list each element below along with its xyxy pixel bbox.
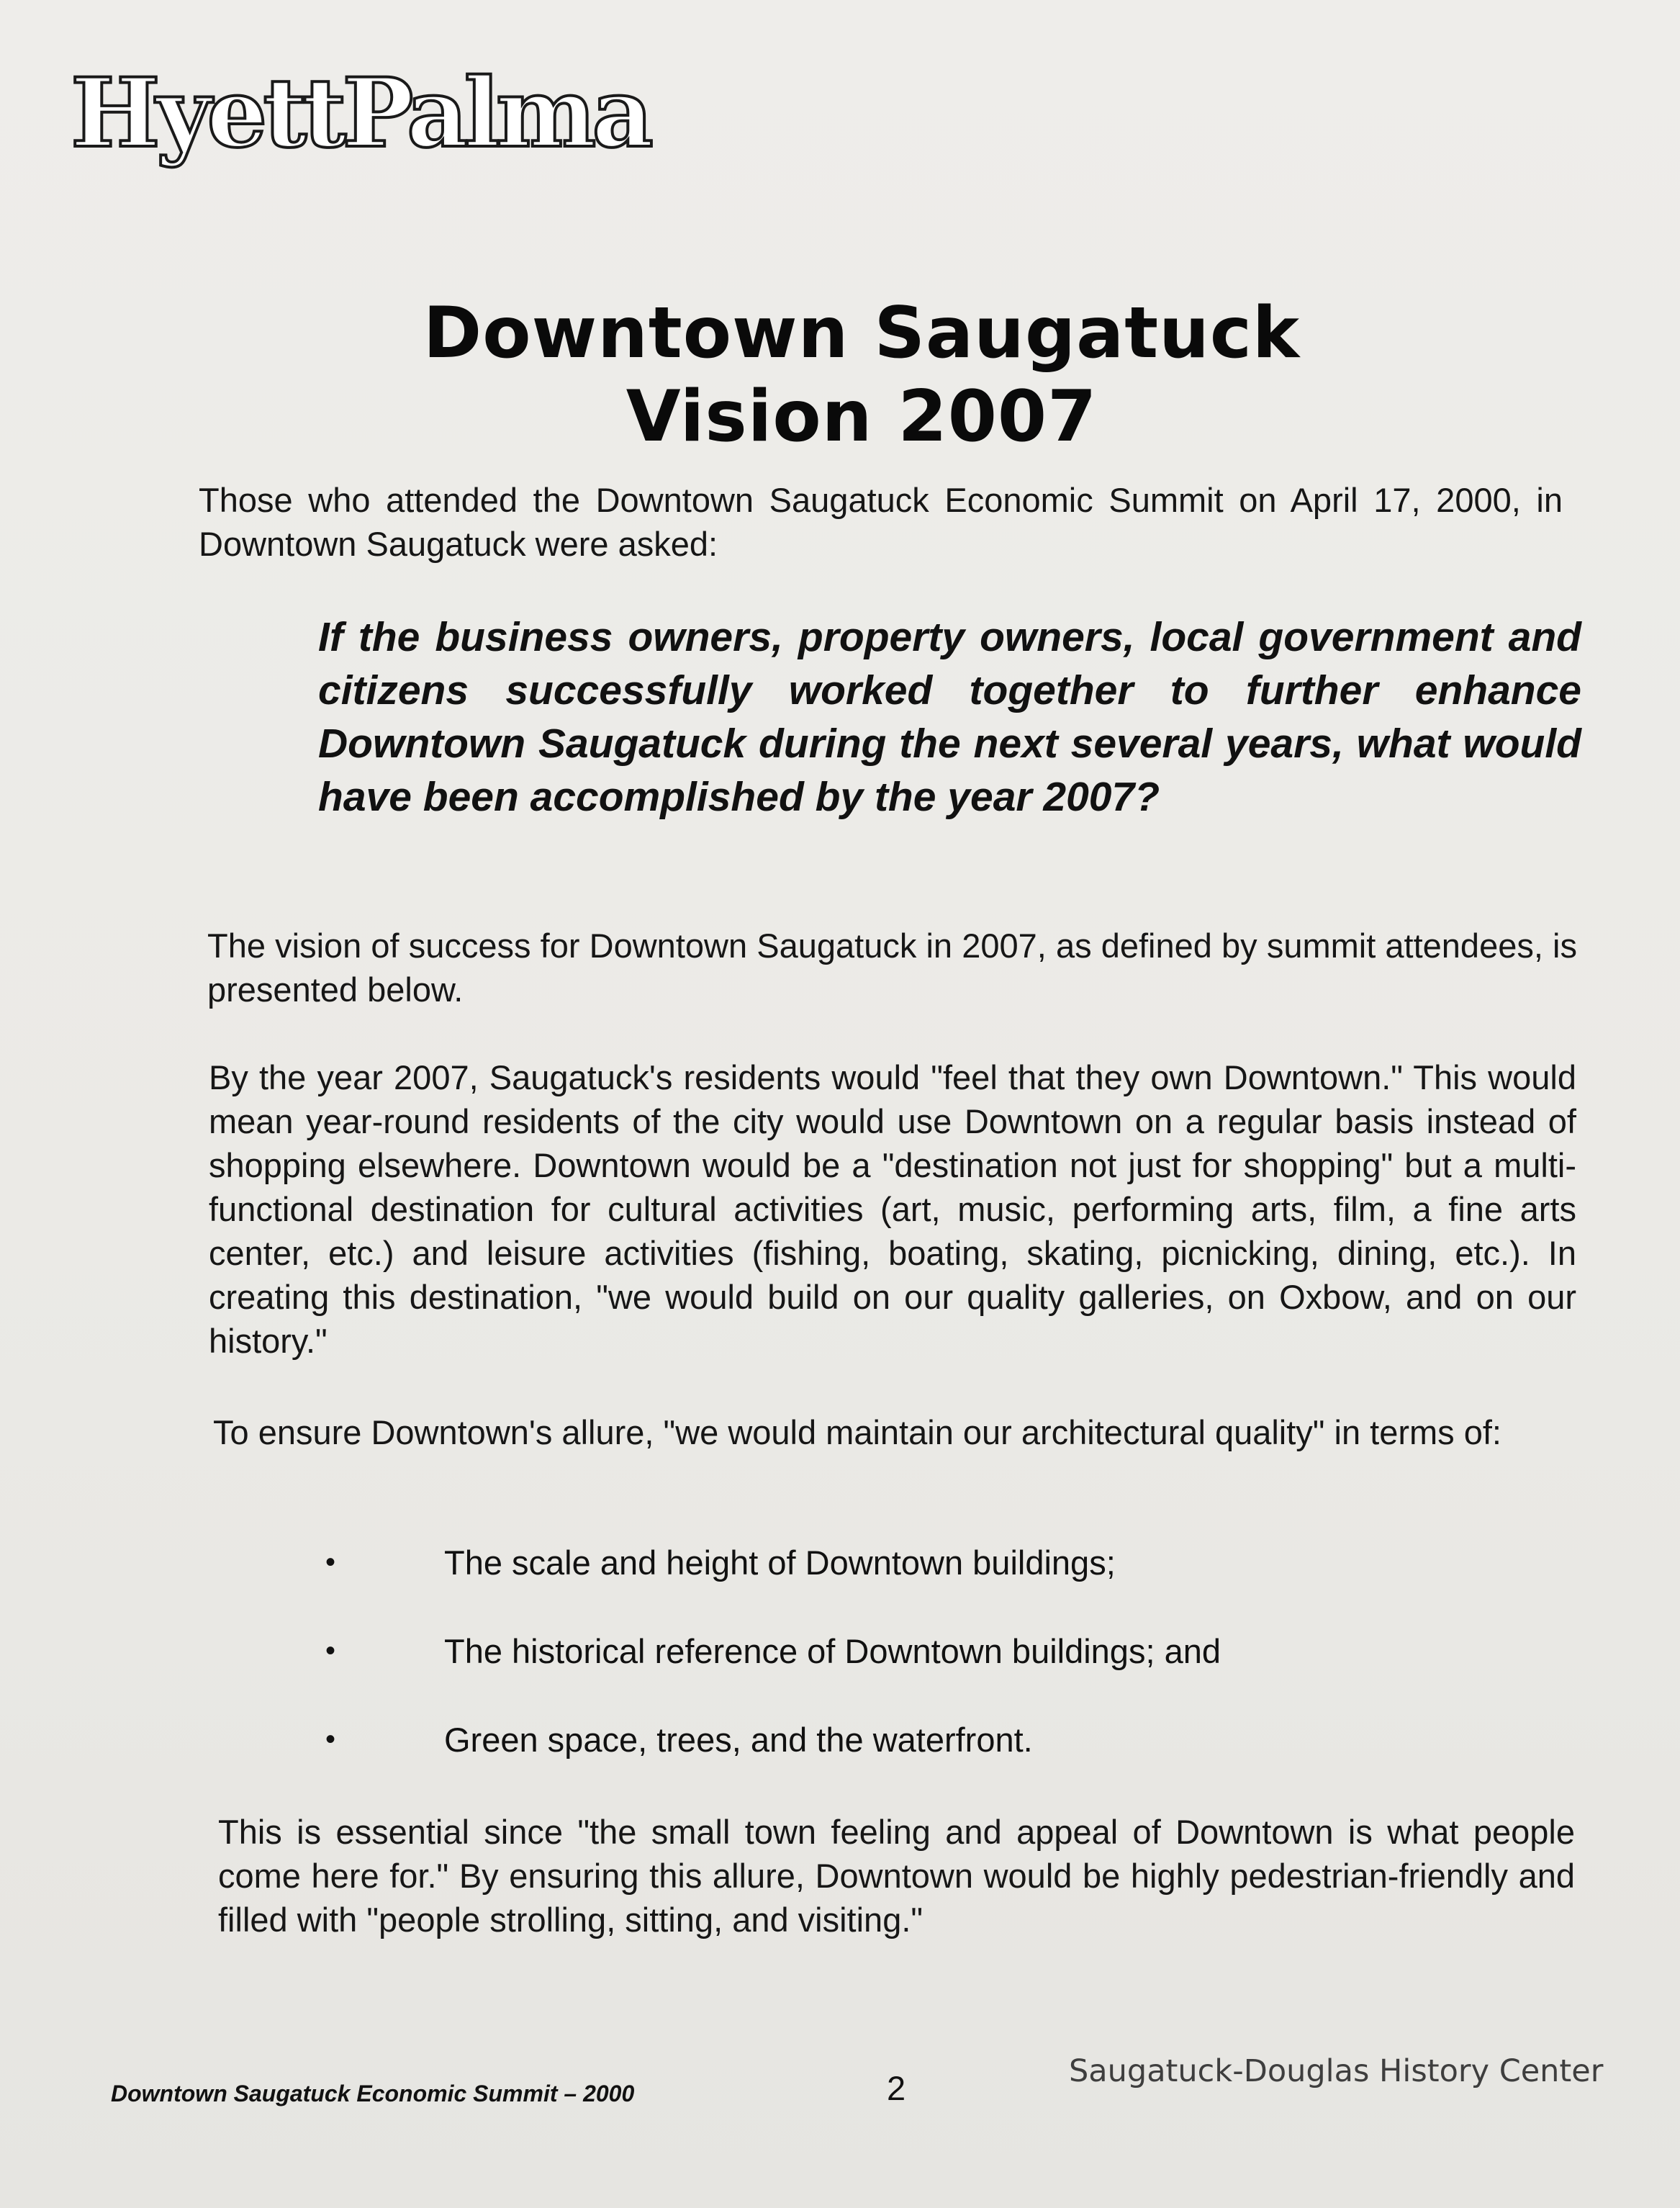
list-item (325, 1718, 1549, 1762)
title-line-1: Downtown Saugatuck (423, 292, 1301, 374)
list-item-text: Green space, trees, and the waterfront. (444, 1721, 1033, 1759)
hyettpalma-logo: HyettPalma (71, 58, 649, 169)
list-item-text: The scale and height of Downtown buildings; (444, 1544, 1116, 1582)
footer-source: Downtown Saugatuck Economic Summit – 2000 (111, 2081, 635, 2106)
bullet-icon: • (325, 1546, 336, 1578)
page-title (0, 292, 1680, 459)
list-item (325, 1541, 1549, 1585)
history-center-watermark: Saugatuck-Douglas History Center (1069, 2053, 1604, 2089)
allure-paragraph: To ensure Downtown's allure, "we would maintain our architectural quality" in terms of: (213, 1413, 1501, 1451)
list-item-text: The historical reference of Downtown buildings; and (444, 1632, 1221, 1670)
residents-paragraph: By the year 2007, Saugatuck's residents would "feel that they own Downtown." This would mean year-round residents of the city would use Downtown on a regular basis instead of shopping elsewhere. Downtown would be a "destination not just for shopping" but a multi-functional destination for cultural activities (art, music, performing arts, film, a fine arts center, etc.) and leisure activities (fishing, boating, skating, picnicking, dining, etc.). In creating this destination, "we would build on our quality galleries, on Oxbow, and on our history." (209, 1058, 1576, 1360)
essential-paragraph: This is essential since "the small town feeling and appeal of Downtown is what people come here for." By ensuring this allure, Downtown would be highly pedestrian-friendly and filled with "people strolling, sitting, and visiting." (218, 1813, 1575, 1939)
vision-question: If the business owners, property owners, local government and citizens successfully worked together to further enhance Downtown Saugatuck during the next several years, what would have been accomplished by the year 2007? (318, 614, 1581, 820)
architectural-quality-list (325, 1541, 1549, 1806)
bullet-icon: • (325, 1635, 336, 1667)
list-item (325, 1629, 1549, 1673)
intro-paragraph: Those who attended the Downtown Saugatuck Economic Summit on April 17, 2000, in Downtown Saugatuck were asked: (199, 481, 1563, 563)
bullet-icon: • (325, 1723, 336, 1755)
page-number: 2 (887, 2069, 906, 2107)
title-line-2: Vision 2007 (626, 376, 1098, 458)
vision-intro-paragraph: The vision of success for Downtown Saugatuck in 2007, as defined by summit attendees, is presented below. (207, 927, 1577, 1009)
